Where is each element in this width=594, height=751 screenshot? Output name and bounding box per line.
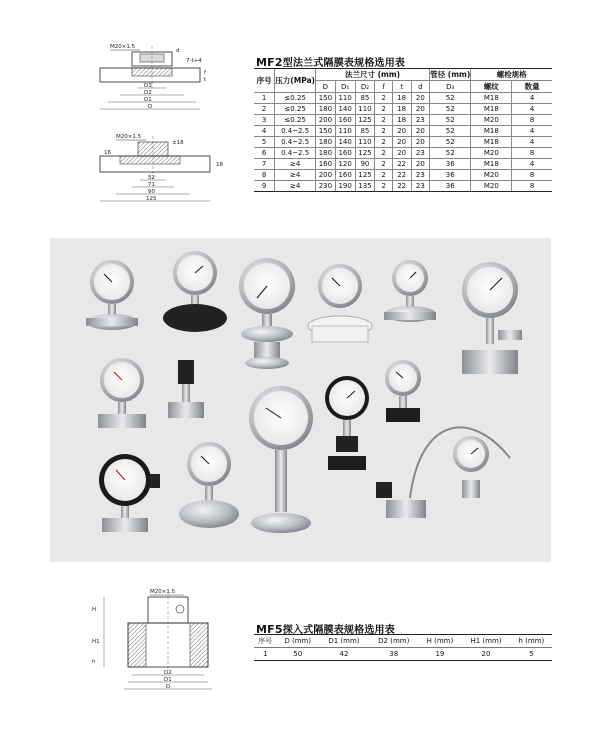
mf2-header-f: f (375, 81, 393, 93)
mf2-header-bolt-spec: 螺栓规格 (471, 69, 552, 81)
mf2-cell: 2 (375, 126, 393, 137)
mf2-cell: 20 (411, 104, 430, 115)
drawing2-label-125: 125 (146, 196, 157, 202)
mf2-cell: 85 (355, 93, 375, 104)
mf2-cell: 52 (430, 137, 471, 148)
mf2-cell: 160 (335, 148, 355, 159)
mf5-cell: 50 (276, 648, 319, 661)
mf2-cell: 2 (375, 93, 393, 104)
mf2-cell: 20 (392, 148, 411, 159)
mf2-cell: 22 (392, 181, 411, 192)
mf2-header-thread: 螺纹 (471, 81, 512, 93)
mf2-cell: 52 (430, 93, 471, 104)
mf2-cell: 160 (335, 115, 355, 126)
mf2-cell: 20 (411, 93, 430, 104)
mf2-cell: 4 (254, 126, 275, 137)
drawing3-label-d: D (166, 684, 171, 690)
capillary-gauge (376, 427, 510, 518)
mf2-cell: 4 (512, 126, 552, 137)
mf2-cell: 150 (315, 93, 335, 104)
flange-drawing-top (80, 40, 230, 125)
mf2-cell: 18 (392, 93, 411, 104)
mf2-cell: 36 (430, 181, 471, 192)
mf2-cell: 20 (392, 126, 411, 137)
mf2-cell: 23 (411, 181, 430, 192)
mf2-table-row (254, 181, 552, 192)
mf2-cell: 8 (512, 148, 552, 159)
mf2-table-row (254, 104, 552, 115)
mf2-cell: 2 (375, 115, 393, 126)
mf2-cell: 8 (254, 170, 275, 181)
mf2-cell: 52 (430, 148, 471, 159)
mf2-cell: M20 (471, 181, 512, 192)
gauge-1 (86, 260, 138, 330)
mf2-cell: 4 (512, 137, 552, 148)
mf2-cell: 23 (411, 170, 430, 181)
mf2-cell: 125 (355, 115, 375, 126)
mf2-cell: 9 (254, 181, 275, 192)
gauge-6 (462, 262, 522, 374)
gauge-8 (249, 386, 313, 533)
mf2-cell: 180 (315, 148, 335, 159)
mf2-cell: 160 (315, 159, 335, 170)
gauge-12 (179, 442, 239, 528)
drawing1-label-t: t (204, 77, 207, 83)
mf5-cell: 5 (511, 648, 552, 661)
mf2-cell: 6 (254, 148, 275, 159)
mf2-cell: 3 (254, 115, 275, 126)
mf2-table-row (254, 170, 552, 181)
mf5-header-cell: h (mm) (511, 635, 552, 648)
drawing3-label-h1: H1 (92, 639, 100, 645)
mf2-cell: 20 (392, 137, 411, 148)
mf2-cell: ≤0.25 (275, 104, 316, 115)
mf2-header-t: t (392, 81, 411, 93)
mf2-cell: 18 (392, 104, 411, 115)
mf2-cell: M20 (471, 148, 512, 159)
mf2-cell: 20 (411, 159, 430, 170)
mf2-header-pressure: 压力(MPa) (275, 69, 316, 93)
mf2-cell: 140 (335, 137, 355, 148)
mf2-header-index: 序号 (254, 69, 275, 93)
mf2-cell: 0.4~2.5 (275, 137, 316, 148)
drawing1-label-d3: D3 (144, 83, 152, 89)
mf2-cell: 8 (512, 181, 552, 192)
mf2-cell: 1 (254, 93, 275, 104)
drawing2-thread-label: M20×1.5 (116, 134, 142, 140)
mf2-cell: M18 (471, 137, 512, 148)
gauge-3 (239, 258, 295, 369)
mf2-cell: 52 (430, 104, 471, 115)
mf2-table-row (254, 137, 552, 148)
mf2-header-D3: D₃ (430, 81, 471, 93)
mf2-header-qty: 数量 (512, 81, 552, 93)
mf5-header-row (254, 635, 552, 648)
mf2-cell: 150 (315, 126, 335, 137)
mf2-cell: M18 (471, 104, 512, 115)
mf2-cell: 20 (411, 126, 430, 137)
gauge-7 (98, 358, 146, 428)
mf2-cell: M20 (471, 115, 512, 126)
gauge-5 (384, 260, 436, 322)
mf2-cell: 110 (355, 104, 375, 115)
mf2-cell: 2 (375, 159, 393, 170)
drawing3-thread-label: M20×1.5 (150, 589, 176, 595)
transmitter-1 (168, 360, 204, 418)
mf2-header-d: d (411, 81, 430, 93)
drawing2-label-18: 18 (216, 162, 223, 168)
mf2-cell: 135 (355, 181, 375, 192)
drawing1-label-d1: D1 (144, 97, 152, 103)
mf2-cell: 90 (355, 159, 375, 170)
probe-drawing (88, 585, 218, 705)
mf2-table-title (256, 54, 405, 69)
mf2-cell: 4 (512, 93, 552, 104)
mf2-cell: 7 (254, 159, 275, 170)
drawing1-thread-label: M20×1.5 (110, 44, 136, 50)
mf2-cell: 125 (355, 148, 375, 159)
drawing2-label-52: 52 (148, 175, 155, 181)
mf2-cell: 110 (335, 93, 355, 104)
product-photo-illustration (50, 238, 551, 562)
mf2-cell: 23 (411, 148, 430, 159)
mf5-header-cell: D (mm) (276, 635, 319, 648)
mf2-table-row (254, 93, 552, 104)
mf2-cell: 200 (315, 115, 335, 126)
mf2-cell: 200 (315, 170, 335, 181)
mf2-cell: 180 (315, 137, 335, 148)
drawing2-label-71: 71 (148, 182, 155, 188)
mf5-title-text: 探入式隔膜表规格选用表 (282, 625, 395, 636)
mf2-cell: 140 (335, 104, 355, 115)
mf2-cell: 2 (375, 170, 393, 181)
drawing2-label-16: 16 (104, 150, 111, 156)
mf2-table-row (254, 159, 552, 170)
mf2-header-D2: D₂ (355, 81, 375, 93)
mf2-cell: 230 (315, 181, 335, 192)
mf5-header-cell: H1 (mm) (461, 635, 511, 648)
mf2-header-D1: D₁ (335, 81, 355, 93)
drawing1-label-d2: D2 (144, 90, 152, 96)
drawing1-label-d-small: d (176, 48, 180, 54)
mf2-cell: 110 (355, 137, 375, 148)
mf2-cell: 18 (392, 115, 411, 126)
mf2-title-code: MF2 (256, 56, 283, 69)
mf5-cell: 42 (319, 648, 369, 661)
mf2-cell: 4 (512, 159, 552, 170)
mf5-cell: 1 (254, 648, 276, 661)
mf5-header-cell: 序号 (254, 635, 276, 648)
mf2-table-row (254, 126, 552, 137)
flange-drawing-bottom (80, 130, 230, 215)
mf2-cell: 125 (355, 170, 375, 181)
mf2-cell: 110 (335, 126, 355, 137)
mf2-cell: 2 (375, 148, 393, 159)
mf2-table-row (254, 115, 552, 126)
product-photo-panel (50, 238, 551, 562)
mf2-cell: 2 (254, 104, 275, 115)
mf5-title-code: MF5 (256, 623, 283, 636)
drawing3-label-h-small: h (92, 659, 96, 665)
mf5-header-cell: H (mm) (419, 635, 462, 648)
mf5-cell: 38 (369, 648, 419, 661)
mf5-header-cell: D2 (mm) (369, 635, 419, 648)
mf2-cell: 52 (430, 115, 471, 126)
drawing1-label-f: f (204, 70, 206, 76)
mf2-cell: 5 (254, 137, 275, 148)
drawing2-label-90: 90 (148, 189, 155, 195)
mf5-cell: 19 (419, 648, 462, 661)
mf2-cell: ≤0.25 (275, 93, 316, 104)
mf2-cell: M18 (471, 126, 512, 137)
mf2-table-row (254, 148, 552, 159)
mf2-spec-table (254, 68, 552, 192)
mf2-cell: M18 (471, 159, 512, 170)
mf2-cell: 22 (392, 159, 411, 170)
drawing2-label-pm18: ±18 (172, 140, 184, 146)
mf2-cell: 2 (375, 137, 393, 148)
mf2-cell: 160 (335, 170, 355, 181)
mf2-header-flange-size: 法兰尺寸 (mm) (315, 69, 429, 81)
mf2-cell: 2 (375, 181, 393, 192)
mf2-cell: ≤0.25 (275, 115, 316, 126)
gauge-9 (325, 376, 369, 470)
mf2-cell: 23 (411, 115, 430, 126)
mf5-cell: 20 (461, 648, 511, 661)
mf2-cell: 190 (335, 181, 355, 192)
mf2-cell: 36 (430, 170, 471, 181)
mf2-cell: ≥4 (275, 170, 316, 181)
mf2-cell: ≥4 (275, 159, 316, 170)
mf2-title-text: 型法兰式隔膜表规格选用表 (282, 58, 406, 69)
mf2-cell: 0.4~2.5 (275, 148, 316, 159)
mf5-spec-table (254, 634, 552, 661)
mf2-cell: M20 (471, 170, 512, 181)
mf5-header-cell: D1 (mm) (319, 635, 369, 648)
drawing3-label-d2: D2 (164, 670, 172, 676)
mf2-cell: 4 (512, 104, 552, 115)
mf2-cell: ≥4 (275, 181, 316, 192)
mf2-cell: 180 (315, 104, 335, 115)
mf2-cell: 52 (430, 126, 471, 137)
mf2-cell: 22 (392, 170, 411, 181)
mf2-cell: 85 (355, 126, 375, 137)
gauge-2 (163, 251, 227, 332)
mf2-cell: 8 (512, 115, 552, 126)
mf2-cell: M18 (471, 93, 512, 104)
drawing1-label-d: D (148, 104, 153, 110)
mf2-cell: 36 (430, 159, 471, 170)
drawing1-label-7t4: 7-t+4 (186, 58, 202, 64)
gauge-11 (99, 454, 160, 532)
drawing3-label-d1: D1 (164, 677, 172, 683)
mf5-data-row (254, 648, 552, 661)
mf2-cell: 120 (335, 159, 355, 170)
mf2-header-pipe-dia: 管径 (mm) (430, 70, 471, 79)
mf2-header-D: D (315, 81, 335, 93)
mf2-cell: 8 (512, 170, 552, 181)
mf2-cell: 2 (375, 104, 393, 115)
mf2-cell: 0.4~2.5 (275, 126, 316, 137)
gauge-10 (385, 360, 421, 422)
gauge-4 (308, 264, 372, 342)
mf2-table-body (254, 93, 552, 192)
drawing3-label-h: H (92, 607, 97, 613)
mf2-cell: 20 (411, 137, 430, 148)
